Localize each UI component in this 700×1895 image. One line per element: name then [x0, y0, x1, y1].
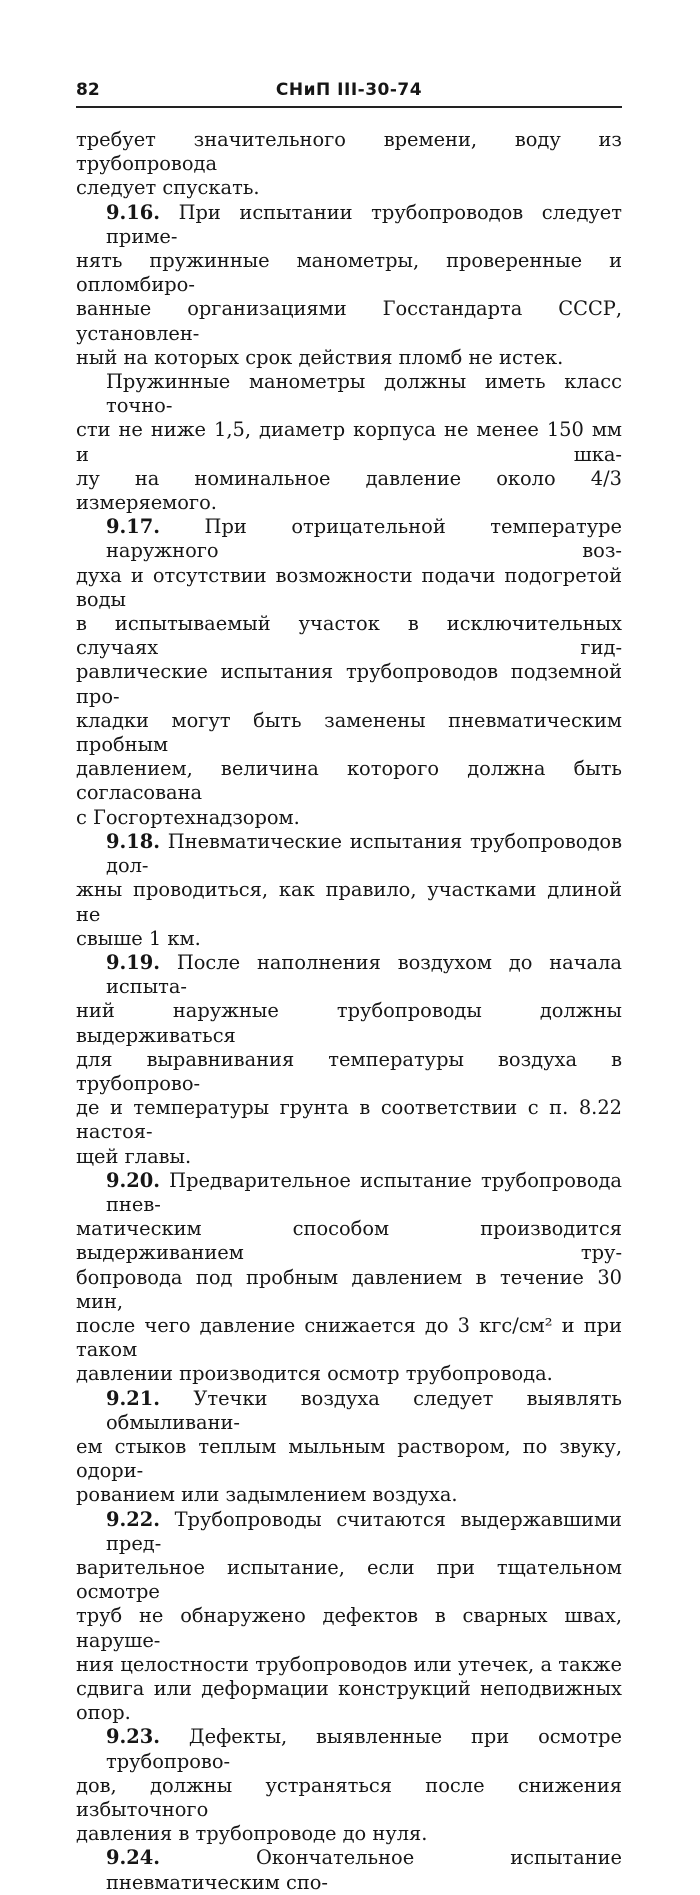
text-line — [76, 878, 622, 926]
line-text: матическим способом производится выдерживанием тру- — [76, 1217, 622, 1265]
text-line — [76, 660, 622, 708]
line-text: бопровода под пробным давлением в течение 30 мин, — [76, 1265, 622, 1313]
section-number: 9.21. — [106, 1386, 160, 1410]
line-text: Дефекты, выявленные при осмотре трубопрово- — [106, 1725, 622, 1773]
text-line — [76, 757, 622, 805]
line-text: нять пружинные манометры, проверенные и опломбиро- — [76, 249, 622, 297]
section-number: 9.20. — [106, 1168, 160, 1192]
text-line — [76, 806, 622, 830]
page-header — [76, 74, 622, 104]
text-line — [76, 951, 622, 999]
line-text: варительное испытание, если при тщательном осмотре — [76, 1555, 622, 1604]
text-line — [76, 1774, 622, 1822]
line-text: де и температуры грунта в соответствии с п. 8.22 настоя- — [76, 1096, 622, 1144]
text-line — [76, 1846, 622, 1894]
text-line — [76, 1217, 622, 1265]
line-text: щей главы. — [76, 1144, 192, 1168]
line-text: Предварительное испытание трубопровода пнев- — [106, 1168, 622, 1216]
line-text: Трубопроводы считаются выдержавшими пред- — [106, 1507, 622, 1555]
line-text: духа и отсутствии возможности подачи подогретой воды — [76, 563, 622, 611]
text-line — [76, 176, 622, 200]
page-number: 82 — [76, 80, 100, 100]
line-text: При отрицательной температуре наружного воз- — [106, 515, 622, 563]
line-text: лу на номинальное давление около 4/3 измеряемого. — [76, 466, 622, 515]
text-line — [76, 249, 622, 297]
paragraph — [76, 1508, 622, 1726]
text-line — [76, 830, 622, 878]
text-line — [76, 1169, 622, 1217]
section-number: 9.16. — [106, 200, 160, 224]
line-text: жны проводиться, как правило, участками длиной не — [76, 878, 622, 926]
line-text: Пружинные манометры должны иметь класс точно- — [106, 370, 622, 418]
text-line — [76, 1677, 622, 1701]
body-text — [76, 128, 622, 1895]
line-text: ем стыков теплым мыльным раствором, по звуку, одори- — [76, 1434, 622, 1483]
paragraph — [76, 830, 622, 951]
section-number: 9.24. — [106, 1846, 160, 1870]
text-line — [76, 927, 622, 951]
line-text: Утечки воздуха следует выявлять обмыливани- — [106, 1386, 622, 1434]
text-line — [76, 1653, 622, 1677]
section-number: 9.19. — [106, 950, 160, 974]
line-text: При испытании трубопроводов следует приме- — [106, 200, 622, 248]
line-text: следует спускать. — [76, 176, 260, 200]
text-line — [76, 564, 622, 612]
section-number: 9.23. — [106, 1725, 160, 1749]
line-text: сдвига или деформации конструкций неподвижных — [76, 1677, 622, 1700]
paragraph — [76, 1169, 622, 1387]
line-text: Окончательное испытание пневматическим спо- — [106, 1846, 622, 1894]
paragraph — [76, 1725, 622, 1846]
line-text: требует значительного времени, воду из трубопровода — [76, 128, 622, 176]
line-text: рованием или задымлением воздуха. — [76, 1483, 458, 1507]
line-text: в испытываемый участок в исключительных случаях гид- — [76, 612, 622, 660]
section-number: 9.18. — [106, 829, 160, 853]
line-text: после чего давление снижается до 3 кгс/см² и при таком — [76, 1313, 622, 1362]
line-text: для выравнивания температуры воздуха в трубопрово- — [76, 1047, 622, 1095]
text-line — [76, 1435, 622, 1483]
text-line — [76, 515, 622, 563]
paragraph — [76, 201, 622, 370]
line-text: опор. — [76, 1701, 131, 1725]
text-line — [76, 1362, 622, 1386]
text-line — [76, 1096, 622, 1144]
paragraph — [76, 1387, 622, 1508]
paragraph — [76, 1846, 622, 1894]
header-rule — [76, 106, 622, 108]
line-text: свыше 1 км. — [76, 926, 201, 950]
text-line — [76, 1314, 622, 1362]
text-line — [76, 467, 622, 515]
line-text: давлении производится осмотр трубопровода. — [76, 1362, 553, 1386]
text-line — [76, 1822, 622, 1846]
line-text: труб не обнаружено дефектов в сварных швах, наруше- — [76, 1604, 622, 1652]
line-text: давления в трубопроводе до нуля. — [76, 1822, 428, 1846]
line-text: ний наружные трубопроводы должны выдерживаться — [76, 999, 622, 1047]
section-number: 9.17. — [106, 515, 160, 539]
text-line — [76, 1048, 622, 1096]
text-line — [76, 1508, 622, 1556]
line-text: ния целостности трубопроводов или утечек, а также — [76, 1652, 622, 1676]
text-line — [76, 1556, 622, 1604]
text-line — [76, 297, 622, 345]
line-text: давлением, величина которого должна быть согласована — [76, 757, 622, 805]
text-line — [76, 1387, 622, 1435]
text-line — [76, 612, 622, 660]
paragraph — [76, 515, 622, 830]
text-line — [76, 1604, 622, 1652]
text-line — [76, 1483, 622, 1507]
text-line — [76, 1145, 622, 1169]
text-line — [76, 1701, 622, 1725]
line-text: сти не ниже 1,5, диаметр корпуса не менее 150 мм и шка- — [76, 418, 622, 466]
line-text: с Госгортехнадзором. — [76, 805, 300, 829]
line-text: Пневматические испытания трубопроводов дол- — [106, 829, 622, 878]
line-text: После наполнения воздухом до начала испыта- — [106, 950, 622, 999]
section-number: 9.22. — [106, 1507, 160, 1531]
paragraph — [76, 370, 622, 515]
text-line — [76, 418, 622, 466]
line-text: ванные организациями Госстандарта СССР, установлен- — [76, 297, 622, 345]
text-line — [76, 346, 622, 370]
paragraph — [76, 951, 622, 1169]
line-text: дов, должны устраняться после снижения избыточного — [76, 1773, 622, 1822]
line-text: кладки могут быть заменены пневматическим пробным — [76, 708, 622, 757]
text-line — [76, 128, 622, 176]
text-line — [76, 370, 622, 418]
text-line — [76, 1266, 622, 1314]
text-line — [76, 1725, 622, 1773]
text-line — [76, 999, 622, 1047]
running-title: СНиП III-30-74 — [275, 80, 423, 100]
text-line — [76, 709, 622, 757]
line-text: ный на которых срок действия пломб не истек. — [76, 345, 564, 369]
paragraph — [76, 128, 622, 201]
text-line — [76, 201, 622, 249]
line-text: равлические испытания трубопроводов подземной про- — [76, 660, 622, 708]
